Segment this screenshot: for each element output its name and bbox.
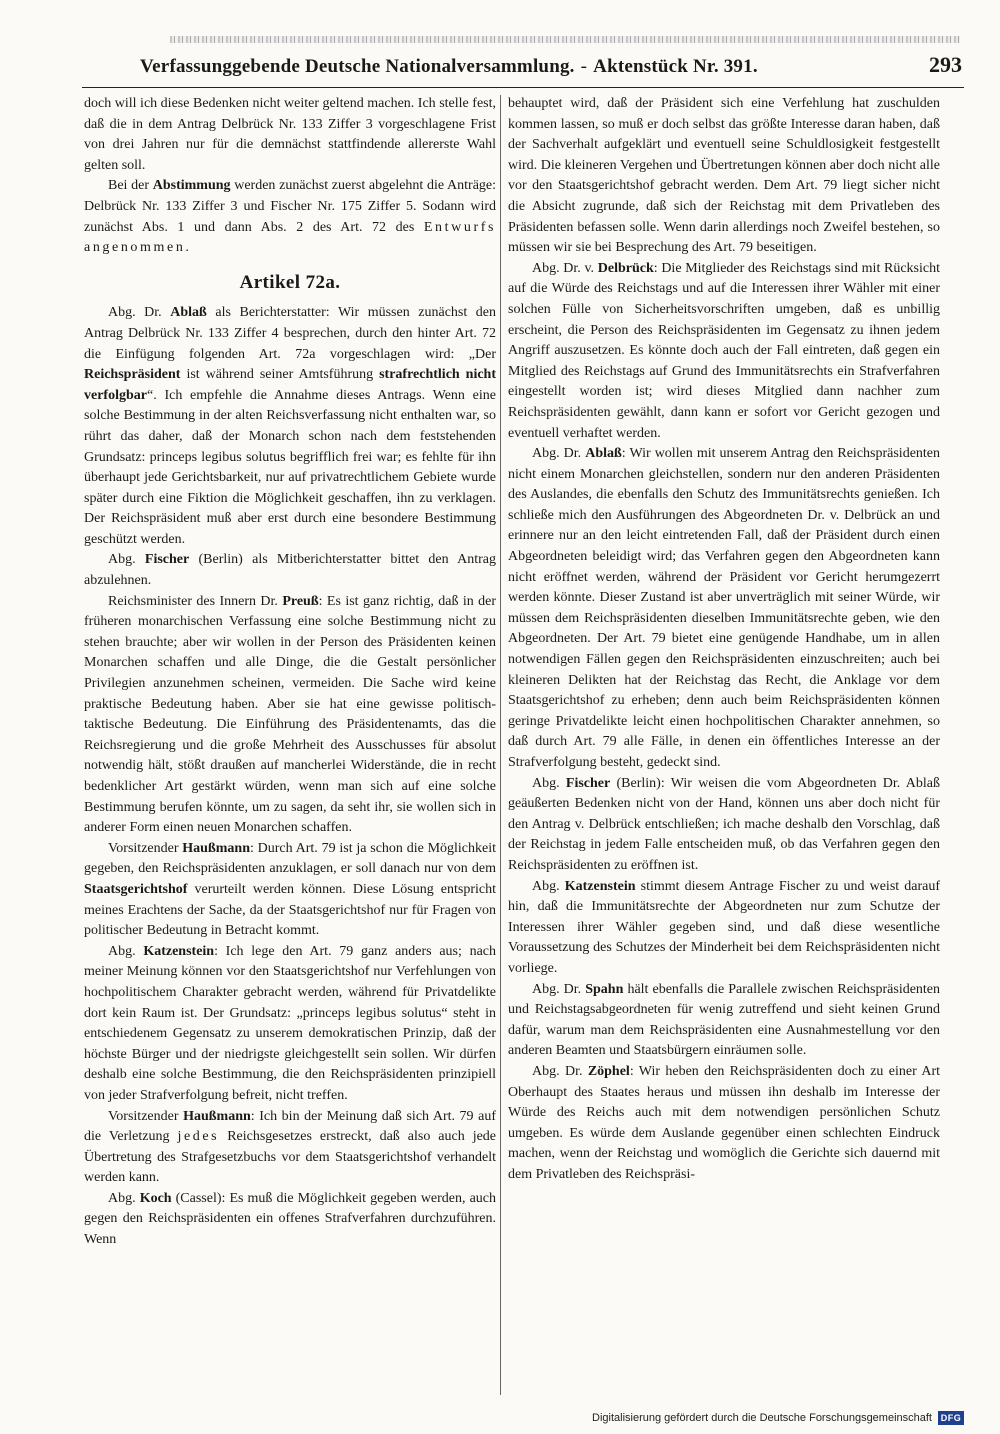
document-number: Aktenstück Nr. 391. [593, 56, 758, 77]
paragraph: Abg. Koch (Cassel): Es muß die Möglichkeit gegeben werden, auch gegen den Reichspräsidenten ein offenes Strafverfahren durchzuführen. Wenn [84, 1190, 497, 1248]
page-header [140, 52, 962, 82]
journal-title: Verfassunggebende Deutsche Nationalversammlung. [140, 56, 575, 77]
column-divider [500, 95, 501, 1395]
paragraph: Abg. Dr. v. Delbrück: Die Mitglieder des Reichstags sind mit Rücksicht auf die Würde des Reichstags und auf die Interessen ihrer Wähler mit einer solchen Fülle von Sicherheitsvorschriften umgeben, daß es unbillig erscheint, die Person des Reichspräsidenten im Gegensatz zu ihnen jedem Angriff auszusetzen. Es könnte doch auch der Fall eintreten, daß gegen ein Mitglied des Reichstags auf Grund des Immunitätsrechts ein Strafverfahren eingestellt worden ist; wird dieses Mitglied dann nachher zum Reichspräsidenten gewählt, dann kann er sofort vor Gericht gezogen und eventuell verhaftet werden. [508, 260, 941, 441]
header-title: Verfassunggebende Deutsche Nationalversammlung. - Aktenstück Nr. 391. [140, 56, 758, 77]
scan-edge-noise [170, 36, 960, 43]
paragraph: Abg. Katzenstein stimmt diesem Antrage Fischer zu und weist darauf hin, daß die Immunitätsrechte der Abgeordneten nur zum Schutze der Interessen ihrer Wähler gegeben sind, und daß diese wesentliche Voraussetzung des Schutzes der Minderheit bei dem Reichspräsidenten nicht vorliege. [508, 878, 941, 976]
right-column [508, 94, 940, 1185]
paragraph: Vorsitzender Haußmann: Ich bin der Meinung daß sich Art. 79 auf die Verletzung jedes Reichsgesetzes erstreckt, daß also auch jede Übertretung des Strafgesetzbuchs vor dem Staatsgerichtshof verhandelt werden kann. [84, 1108, 497, 1186]
paragraph: Abg. Dr. Ablaß als Berichterstatter: Wir müssen zunächst den Antrag Delbrück Nr. 133 Ziffer 4 besprechen, durch den hinter Art. 72 die Einfügung folgenden Art. 72a vorgeschlagen wird: „Der Reichspräsident ist während seiner Amtsführung strafrechtlich nicht verfolgbar“. Ich empfehle die Annahme dieses Antrags. Wenn eine solche Bestimmung in der alten Reichsverfassung nicht enthalten war, so rührt das daher, daß der Monarch schon nach dem feststehenden Grundsatz: princeps legibus solutus begrifflich frei war; es fehlte für ihn überhaupt jede Gerichtsbarkeit, nur auf privatrechtlichem Gebiete wurde später durch eine Fiktion die Möglichkeit geschaffen, ihn zu verklagen. Der Reichspräsident muß aber erst durch eine besondere Bestimmung geschützt werden. [84, 305, 497, 547]
paragraph: behauptet wird, daß der Präsident sich eine Verfehlung hat zuschulden kommen lassen, so muß er doch selbst das größte Interesse daran haben, daß der Sachverhalt aufgeklärt und eventuell seine Schuldlosigkeit festgestellt wird. Die kleineren Vergehen und Übertretungen können aber doch nicht alle vor den Staatsgerichtshof gebracht werden. Dem Art. 79 liegt sicher nicht die Absicht zugrunde, daß sich der Reichstag mit dem Privatleben des Präsidenten befassen solle. Wenn darin allerdings noch Zweifel bestehen, so müssen wir sie bei Besprechung des Art. 79 beseitigen. [508, 96, 940, 256]
left-column [84, 94, 496, 1251]
dfg-logo: DFG [938, 1411, 964, 1425]
paragraph: Abg. Dr. Spahn hält ebenfalls die Parallele zwischen Reichspräsidenten und Reichstagsabgeordneten für wenig zutreffend und sieht keinen Grund dafür, warum man dem Reichspräsidenten eine Ausnahmestellung vor den anderen Beamten und Staatsbürgern einräumen solle. [508, 981, 941, 1059]
paragraph: doch will ich diese Bedenken nicht weiter geltend machen. Ich stelle fest, daß die in dem Antrag Delbrück Nr. 133 Ziffer 3 vorgeschlagene Frist von drei Jahren nur für die demnächst stattfindende allererste Wahl gelten soll. [84, 96, 496, 173]
paragraph: Reichsminister des Innern Dr. Preuß: Es ist ganz richtig, daß in der früheren monarchischen Verfassung eine solche Bestimmung nicht zu stehen brauchte; aber wir wollen in der Person des Präsidenten keinen Monarchen schaffen und alle Dinge, die die Gestalt persönlicher Privilegien anzunehmen scheinen, vermeiden. Die Sache wird keine praktische Bedeutung haben. Aber sie hat eine gewisse politisch-taktische Bedeutung. Die Einführung des Präsidentenamts, das die Reichsregierung und die große Mehrheit des Ausschusses für absolut notwendig hält, stößt draußen auf mancherlei Widerstände, die in recht bedenklicher Art gestärkt würden, wenn man sich auf eine solche Bestimmung berufen könnte, um zu sagen, da seht ihr, sie wollen sich in anderer Form einen neuen Monarchen schaffen. [84, 593, 497, 836]
page-number: 293 [929, 52, 962, 77]
paragraph: Abg. Katzenstein: Ich lege den Art. 79 ganz anders aus; nach meiner Meinung können vor den Staatsgerichtshof nur Verfehlungen von hochpolitischem Charakter gebracht werden, während für Privatdelikte dort kein Raum ist. Der Grundsatz: „princeps legibus solutus“ steht in entschiedenem Gegensatz zu unserem demokratischen Prinzip, daß der höchste Bürger und der niedrigste gleichgestellt sein sollen. Wir dürfen deshalb eine solche Bestimmung, die den Reichspräsidenten prinzipiell von jeder Strafverfolgung befreit, nicht treffen. [84, 943, 496, 1103]
paragraph: Vorsitzender Haußmann: Durch Art. 79 ist ja schon die Möglichkeit gegeben, den Reichspräsidenten anzuklagen, er soll danach nur von dem Staatsgerichtshof verurteilt werden können. Diese Lösung entspricht meines Erachtens der Sache, da der Staatsgerichtshof nur für Fragen von politischer Bedeutung in Betracht kommt. [84, 840, 497, 939]
paragraph: Abg. Dr. Zöphel: Wir heben den Reichspräsidenten doch zu einer Art Oberhaupt des Staates heraus und müssen ihn deshalb im Interesse der Würde des Reichs auch mit dem notwendigen persönlichen Schutz umgeben. Es würde dem Auslande gegenüber einen schlechten Eindruck machen, wenn der Reichstag und womöglich die Gerichte sich dauernd mit dem Privatleben des Reichspräsi- [508, 1063, 940, 1182]
digitization-credit [592, 1410, 964, 1426]
paragraph: Abg. Fischer (Berlin): Wir weisen die vom Abgeordneten Dr. Ablaß geäußerten Bedenken nicht von der Hand, können uns aber doch nicht für den Antrag v. Delbrück entschließen; ich mache deshalb den Vorschlag, daß der Reichstag in jedem Falle entscheiden muß, ob das Verfahren gegen den Reichspräsidenten zu eröffnen ist. [508, 775, 940, 873]
paragraph: Abg. Fischer (Berlin) als Mitberichterstatter bittet den Antrag abzulehnen. [84, 552, 497, 589]
article-heading: Artikel 72a. [239, 271, 341, 293]
paragraph: Bei der Abstimmung werden zunächst zuerst abgelehnt die Anträge: Delbrück Nr. 133 Ziffer 3 und Fischer Nr. 175 Ziffer 5. Sodann wird zunächst Abs. 1 und dann Abs. 2 des Art. 72 des Entwurfs angenommen. [84, 178, 497, 256]
header-rule [82, 87, 964, 88]
paragraph: Abg. Dr. Ablaß: Wir wollen mit unserem Antrag den Reichspräsidenten nicht einem Monarchen gleichstellen, sondern nur den anderen Präsidenten des Auslandes, die ebenfalls den Schutz des Immunitätsrechts genießen. Ich schließe mich den Ausführungen des Abgeordneten Dr. v. Delbrück an und erinnere nur an den leicht eintretenden Fall, daß der Präsident durch einen Abgeordneten beleidigt wird; das Verfahren gegen den Abgeordneten kann nicht eröffnet werden, während der Präsident vor Gericht herumgezerrt werden könnte. Dieser Zustand ist aber unverträglich mit seiner Würde, wir müssen dem Reichspräsidenten dieselben Immunitätsrechte geben, wie den Abgeordneten. Der Art. 79 bietet eine genügende Handhabe, um in allen notwendigen Fällen gegen den Reichspräsidenten einzuschreiten; auch bei kleineren Delikten hat der Reichstag das Recht, die Anklage vor dem Staatsgerichtshof zu erheben; denn auch beim Reichspräsidenten können geringe Privatdelikte leicht einen hochpolitischen Charakter annehmen, so daß durch Art. 79 alle Fälle, in denen ein öffentliches Interesse an der Strafverfolgung besteht, gedeckt sind. [508, 446, 941, 770]
credit-text: Digitalisierung gefördert durch die Deutsche Forschungsgemeinschaft [592, 1412, 932, 1424]
